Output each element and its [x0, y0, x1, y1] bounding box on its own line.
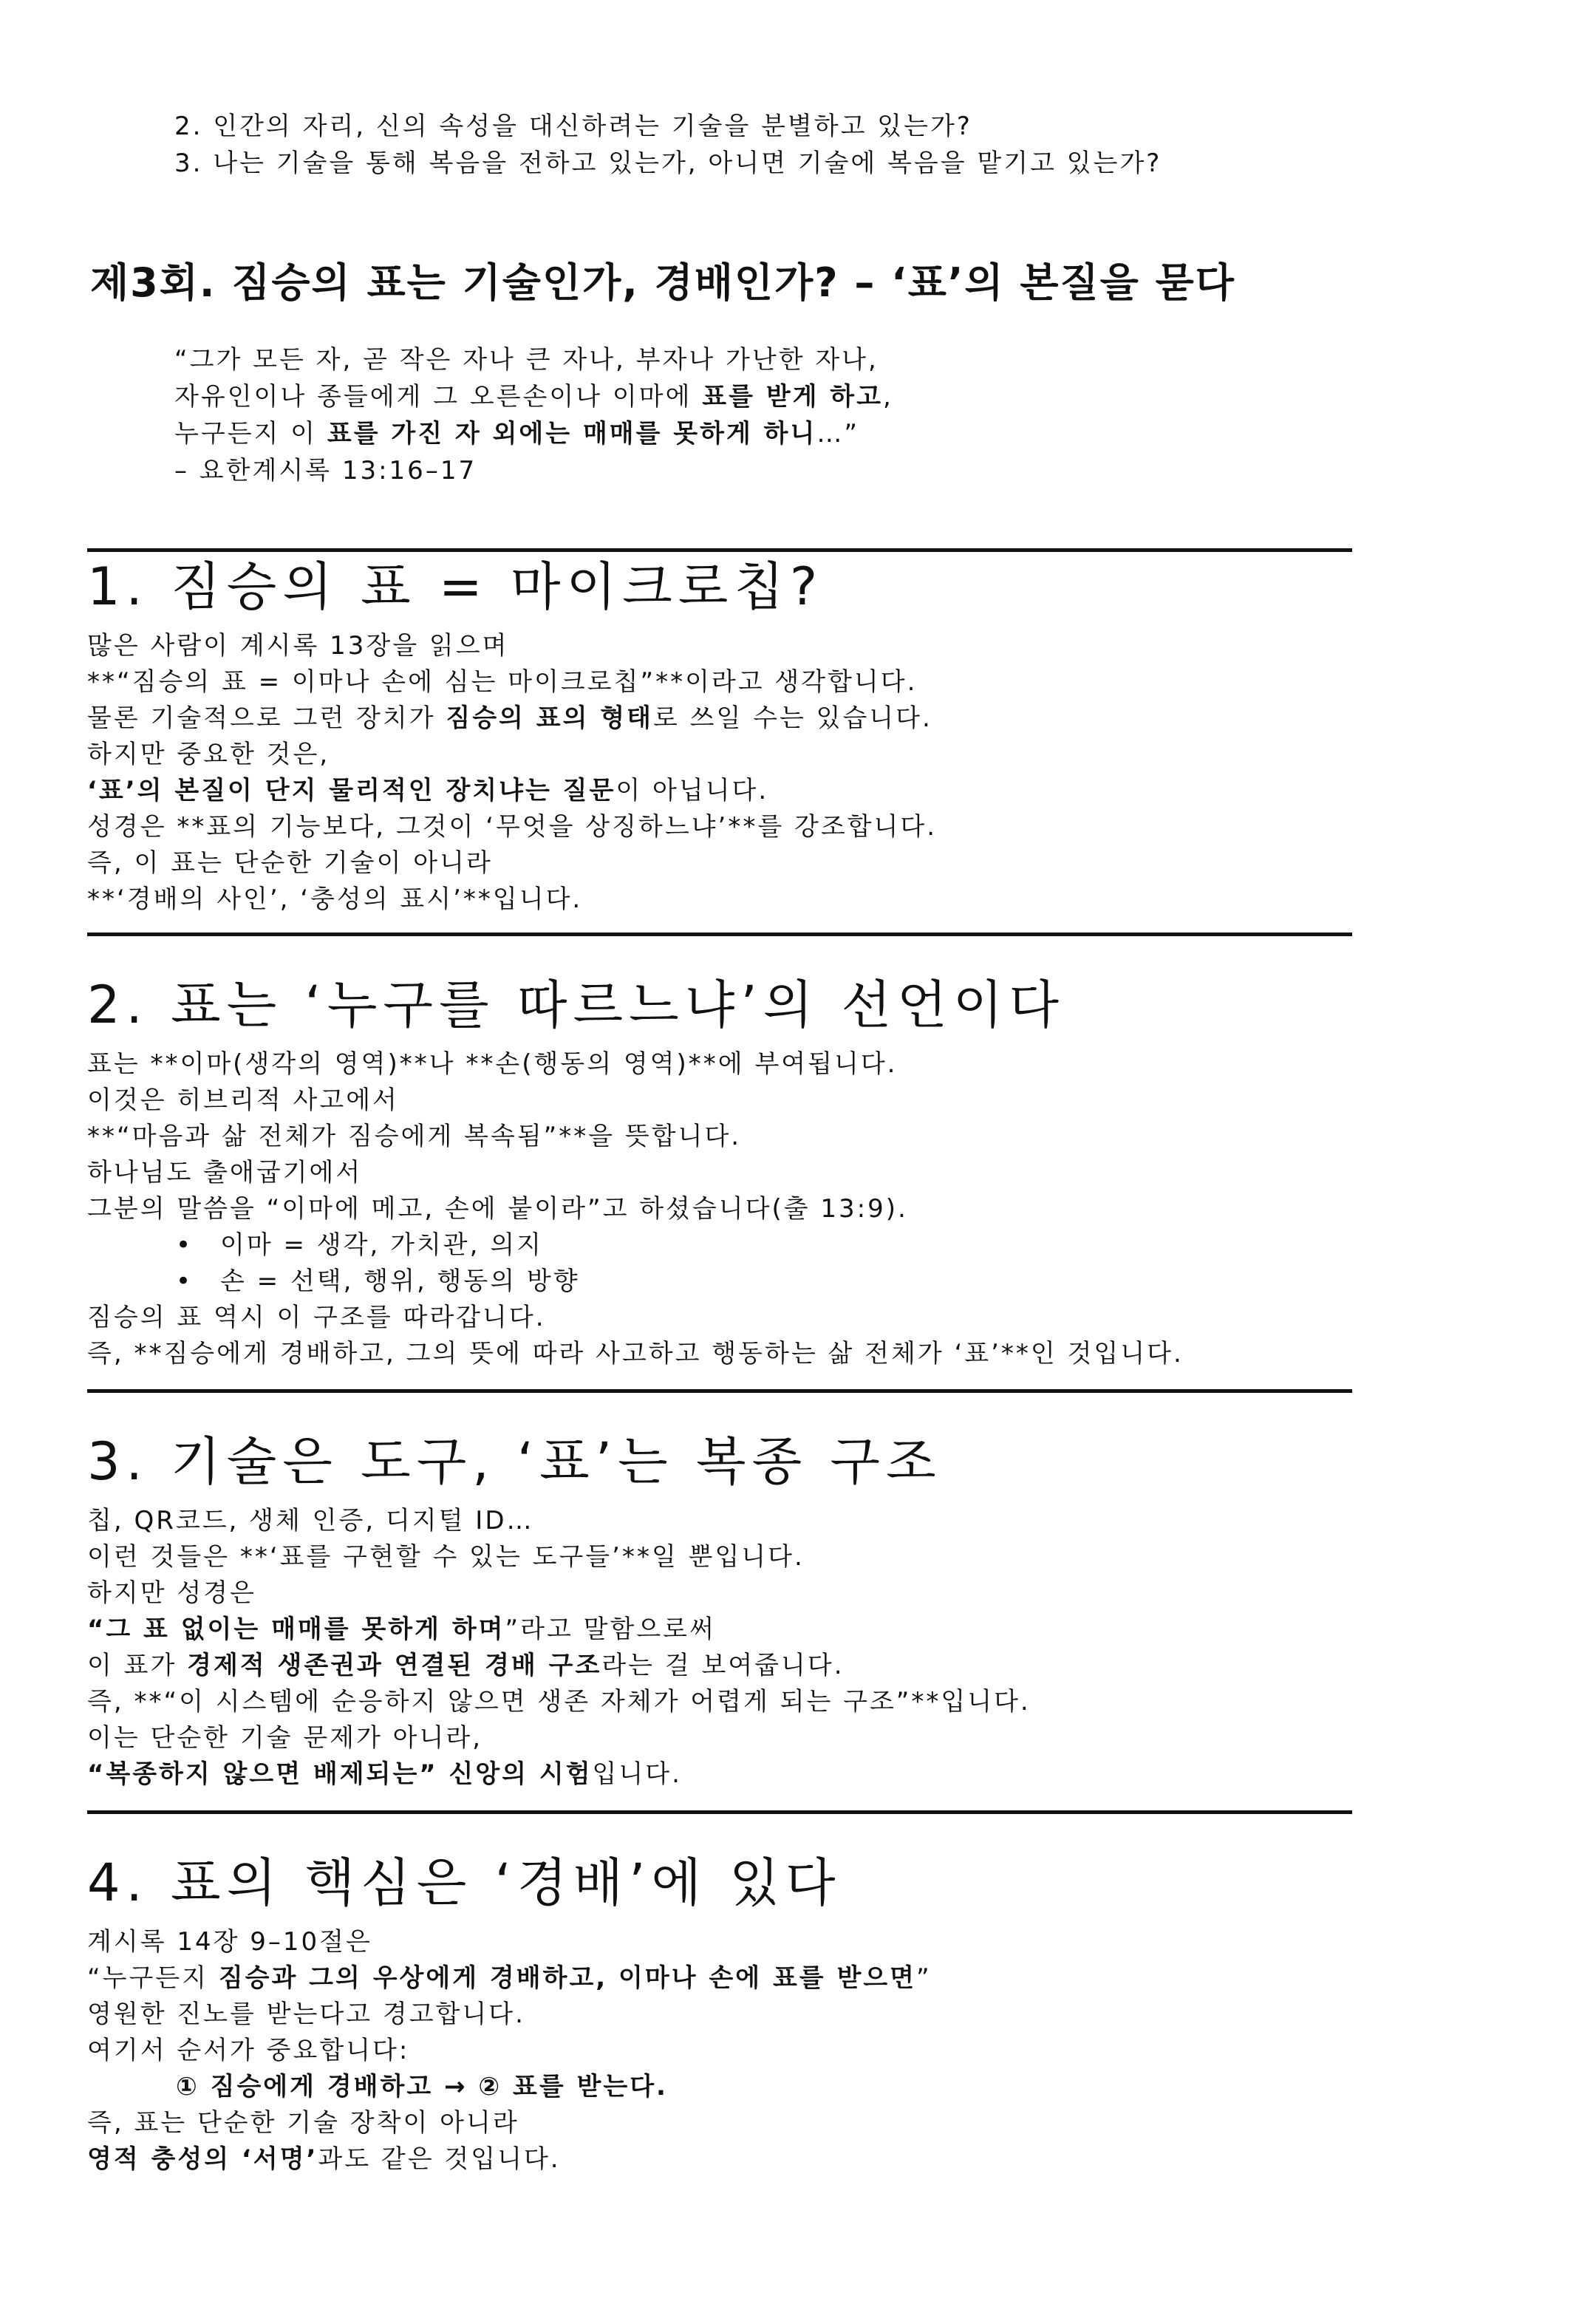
body-line: “그 표 없이는 매매를 못하게 하며”라고 말함으로써: [87, 1615, 716, 1644]
section-heading: 2. 표는 ‘누구를 따르느냐’의 선언이다: [87, 975, 1065, 1035]
emphasis-text: 영적 충성의 ‘서명’: [87, 2144, 318, 2174]
section-3: [87, 1431, 1031, 1793]
body-line: 많은 사람이 계시록 13장을 읽으며: [87, 631, 509, 661]
scripture-quote: [174, 341, 893, 489]
emphasis-text: ‘표’의 본질이 단지 물리적인 장치냐는 질문: [87, 776, 616, 805]
section-body: [87, 1503, 1031, 1793]
section-divider: [87, 1810, 1352, 1814]
emphasis-text: 짐승의 표의 형태: [446, 703, 653, 733]
body-line: [87, 2069, 932, 2105]
body-line: 계시록 14장 9–10절은: [87, 1927, 372, 1957]
emphasis-text: 경제적 생존권과 연결된 경배 구조: [187, 1651, 602, 1680]
quote-source: – 요한계시록 13:16–17: [174, 456, 477, 485]
section-divider: [87, 933, 1352, 936]
quote-emphasis: 표를 가진 자 외에는 매매를 못하게 하니: [327, 419, 817, 449]
emphasis-text: “그 표 없이는 매매를 못하게 하며: [87, 1615, 505, 1644]
body-line: 하나님도 출애굽기에서: [87, 1158, 363, 1187]
quote-emphasis: 표를 받게 하고: [702, 382, 883, 412]
emphasis-text: ① 짐승에게 경배하고 → ② 표를 받는다.: [176, 2072, 668, 2101]
body-line: 즉, 표는 단순한 기술 장착이 아니라: [87, 2108, 519, 2138]
section-heading: 3. 기술은 도구, ‘표’는 복종 구조: [87, 1431, 942, 1492]
section-heading: 1. 짐승의 표 = 마이크로칩?: [87, 556, 824, 617]
body-line: 성경은 **표의 기능보다, 그것이 ‘무엇을 상징하느냐’**를 강조합니다.: [87, 812, 938, 842]
body-line: 영원한 진노를 받는다고 경고합니다.: [87, 2000, 525, 2029]
body-line: 여기서 순서가 중요합니다:: [87, 2036, 410, 2065]
section-1: [87, 556, 937, 918]
bullet-item: • 손 = 선택, 행위, 행동의 방향: [87, 1264, 1184, 1300]
section-body: [87, 1046, 1184, 1372]
question-3: 3. 나는 기술을 통해 복음을 전하고 있는가, 아니면 기술에 복음을 맡기고 있는가?: [174, 149, 1162, 178]
section-divider: [87, 1389, 1352, 1393]
section-heading: 4. 표의 핵심은 ‘경배’에 있다: [87, 1852, 842, 1913]
body-line: 물론 기술적으로 그런 장치가 짐승의 표의 형태로 쓰일 수는 있습니다.: [87, 703, 932, 733]
episode-title: 제3회. 짐승의 표는 기술인가, 경배인가? – ‘표’의 본질을 묻다: [90, 259, 1235, 306]
body-line: “누구든지 짐승과 그의 우상에게 경배하고, 이마나 손에 표를 받으면”: [87, 1963, 932, 1993]
bullet-icon: •: [176, 1267, 194, 1296]
quote-line: “그가 모든 자, 곧 작은 자나 큰 자나, 부자나 가난한 자나,: [174, 345, 879, 375]
emphasis-text: “복종하지 않으면 배제되는” 신앙의 시험: [87, 1759, 593, 1789]
body-line: 영적 충성의 ‘서명’과도 같은 것입니다.: [87, 2144, 561, 2174]
body-line: 하지만 성경은: [87, 1578, 256, 1608]
body-line: 칩, QR코드, 생체 인증, 디지털 ID…: [87, 1506, 534, 1535]
body-line: 하지만 중요한 것은,: [87, 740, 330, 769]
quote-line: 누구든지 이 표를 가진 자 외에는 매매를 못하게 하니…”: [174, 419, 859, 449]
question-2: 2. 인간의 자리, 신의 속성을 대신하려는 기술을 분별하고 있는가?: [174, 112, 972, 141]
body-line: 짐승의 표 역시 이 구조를 따라갑니다.: [87, 1303, 546, 1332]
body-line: “복종하지 않으면 배제되는” 신앙의 시험입니다.: [87, 1759, 682, 1789]
body-line: 즉, 이 표는 단순한 기술이 아니라: [87, 848, 493, 878]
body-line: 이 표가 경제적 생존권과 연결된 경배 구조라는 걸 보여줍니다.: [87, 1651, 845, 1680]
body-line: **“마음과 삶 전체가 짐승에게 복속됨”**을 뜻합니다.: [87, 1122, 742, 1151]
section-body: [87, 628, 937, 918]
bullet-icon: •: [176, 1230, 194, 1260]
section-divider: [87, 548, 1352, 552]
body-line: 즉, **짐승에게 경배하고, 그의 뜻에 따라 사고하고 행동하는 삶 전체가 ‘표’**인 것입니다.: [87, 1339, 1184, 1368]
body-line: 표는 **이마(생각의 영역)**나 **손(행동의 영역)**에 부여됩니다.: [87, 1049, 898, 1079]
bullet-item: • 이마 = 생각, 가치관, 의지: [87, 1227, 1184, 1264]
body-line: 그분의 말씀을 “이마에 메고, 손에 붙이라”고 하셨습니다(출 13:9).: [87, 1194, 908, 1224]
section-2: [87, 974, 1184, 1372]
body-line: **‘경배의 사인’, ‘충성의 표시’**입니다.: [87, 884, 583, 914]
section-4: [87, 1852, 932, 2178]
section-body: [87, 1924, 932, 2178]
body-line: **“짐승의 표 = 이마나 손에 심는 마이크로칩”**이라고 생각합니다.: [87, 667, 918, 697]
emphasis-text: 짐승과 그의 우상에게 경배하고, 이마나 손에 표를 받으면: [218, 1963, 916, 1993]
reflection-questions: [174, 108, 1162, 182]
quote-line: 자유인이나 종들에게 그 오른손이나 이마에 표를 받게 하고,: [174, 382, 893, 412]
body-line: 이런 것들은 **‘표를 구현할 수 있는 도구들’**일 뿐입니다.: [87, 1542, 805, 1572]
body-line: ‘표’의 본질이 단지 물리적인 장치냐는 질문이 아닙니다.: [87, 776, 769, 805]
body-line: 이것은 히브리적 사고에서: [87, 1085, 399, 1115]
body-line: 이는 단순한 기술 문제가 아니라,: [87, 1723, 483, 1753]
body-line: 즉, **“이 시스템에 순응하지 않으면 생존 자체가 어렵게 되는 구조”**입니다.: [87, 1687, 1031, 1717]
